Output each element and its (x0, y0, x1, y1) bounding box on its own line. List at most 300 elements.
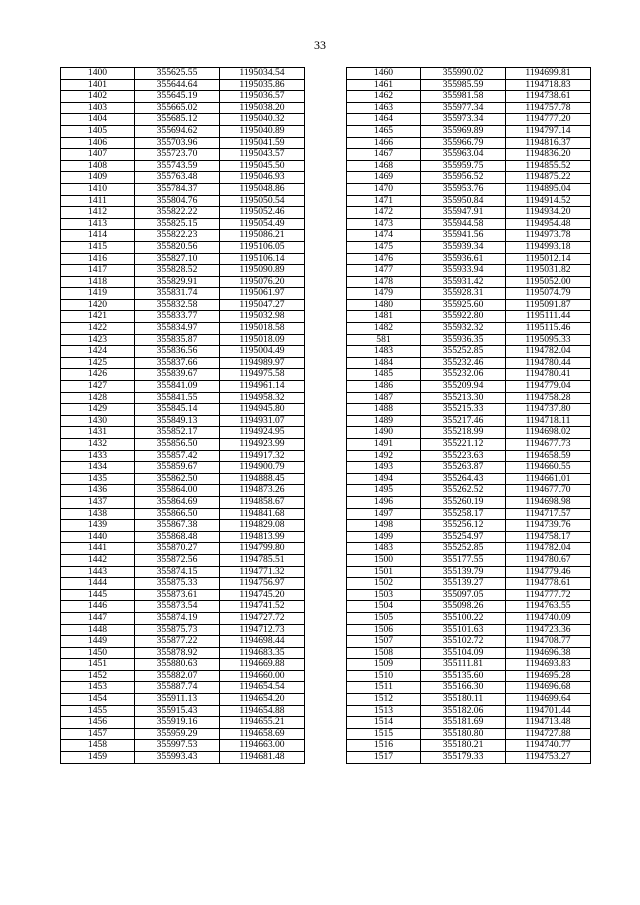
point-number-cell: 581 (347, 334, 421, 346)
x-coordinate-cell: 355870.27 (135, 543, 220, 555)
point-number-cell: 1444 (61, 578, 135, 590)
x-coordinate-cell: 355763.48 (135, 172, 220, 184)
table-row (61, 253, 305, 265)
point-number-cell: 1432 (61, 439, 135, 451)
x-coordinate-cell: 355856.50 (135, 439, 220, 451)
x-coordinate-cell: 355694.62 (135, 125, 220, 137)
x-coordinate-cell: 355221.12 (421, 439, 506, 451)
y-coordinate-cell: 1194900.79 (220, 462, 305, 474)
table-row (61, 496, 305, 508)
x-coordinate-cell: 355215.33 (421, 404, 506, 416)
x-coordinate-cell: 355263.87 (421, 462, 506, 474)
point-number-cell: 1453 (61, 682, 135, 694)
table-row (347, 183, 591, 195)
point-number-cell: 1463 (347, 102, 421, 114)
point-number-cell: 1436 (61, 485, 135, 497)
x-coordinate-cell: 355645.19 (135, 91, 220, 103)
table-row (61, 439, 305, 451)
point-number-cell: 1466 (347, 137, 421, 149)
y-coordinate-cell: 1194683.35 (220, 647, 305, 659)
x-coordinate-cell: 355820.56 (135, 241, 220, 253)
x-coordinate-cell: 355180.80 (421, 728, 506, 740)
y-coordinate-cell: 1194660.55 (506, 462, 591, 474)
table-row (61, 265, 305, 277)
point-number-cell: 1458 (61, 740, 135, 752)
y-coordinate-cell: 1195076.20 (220, 276, 305, 288)
x-coordinate-cell: 355232.46 (421, 357, 506, 369)
table-row (61, 531, 305, 543)
y-coordinate-cell: 1194655.21 (220, 717, 305, 729)
y-coordinate-cell: 1195038.20 (220, 102, 305, 114)
point-number-cell: 1457 (61, 728, 135, 740)
y-coordinate-cell: 1194782.04 (506, 346, 591, 358)
y-coordinate-cell: 1194701.44 (506, 705, 591, 717)
point-number-cell: 1449 (61, 636, 135, 648)
x-coordinate-cell: 355990.02 (421, 68, 506, 80)
table-row (347, 195, 591, 207)
y-coordinate-cell: 1195045.50 (220, 160, 305, 172)
y-coordinate-cell: 1194677.70 (506, 485, 591, 497)
y-coordinate-cell: 1195004.49 (220, 346, 305, 358)
x-coordinate-cell: 355703.96 (135, 137, 220, 149)
point-number-cell: 1411 (61, 195, 135, 207)
y-coordinate-cell: 1194695.28 (506, 670, 591, 682)
x-coordinate-cell: 355985.59 (421, 79, 506, 91)
table-row (347, 566, 591, 578)
y-coordinate-cell: 1194778.61 (506, 578, 591, 590)
table-row (347, 207, 591, 219)
table-row (61, 728, 305, 740)
x-coordinate-cell: 355849.13 (135, 415, 220, 427)
table-row (61, 462, 305, 474)
x-coordinate-cell: 355839.67 (135, 369, 220, 381)
table-row (61, 694, 305, 706)
table-row (61, 659, 305, 671)
x-coordinate-cell: 355177.55 (421, 554, 506, 566)
point-number-cell: 1482 (347, 323, 421, 335)
table-row (61, 427, 305, 439)
point-number-cell: 1497 (347, 508, 421, 520)
table-row (347, 323, 591, 335)
table-row (347, 288, 591, 300)
x-coordinate-cell: 355831.74 (135, 288, 220, 300)
point-number-cell: 1511 (347, 682, 421, 694)
x-coordinate-cell: 355223.63 (421, 450, 506, 462)
y-coordinate-cell: 1194696.68 (506, 682, 591, 694)
point-number-cell: 1469 (347, 172, 421, 184)
table-row (61, 357, 305, 369)
x-coordinate-cell: 355179.33 (421, 752, 506, 764)
x-coordinate-cell: 355625.55 (135, 68, 220, 80)
table-row (347, 253, 591, 265)
y-coordinate-cell: 1194917.32 (220, 450, 305, 462)
x-coordinate-cell: 355260.19 (421, 496, 506, 508)
y-coordinate-cell: 1195111.44 (506, 311, 591, 323)
x-coordinate-cell: 355866.50 (135, 508, 220, 520)
point-number-cell: 1417 (61, 265, 135, 277)
y-coordinate-cell: 1195086.21 (220, 230, 305, 242)
point-number-cell: 1500 (347, 554, 421, 566)
y-coordinate-cell: 1194713.48 (506, 717, 591, 729)
x-coordinate-cell: 355959.75 (421, 160, 506, 172)
table-row (61, 543, 305, 555)
table-row (61, 125, 305, 137)
y-coordinate-cell: 1194914.52 (506, 195, 591, 207)
x-coordinate-cell: 355947.91 (421, 207, 506, 219)
table-row (61, 612, 305, 624)
x-coordinate-cell: 355919.16 (135, 717, 220, 729)
table-row (61, 566, 305, 578)
x-coordinate-cell: 355252.85 (421, 543, 506, 555)
point-number-cell: 1420 (61, 299, 135, 311)
table-row (347, 114, 591, 126)
point-number-cell: 1451 (61, 659, 135, 671)
y-coordinate-cell: 1194757.78 (506, 102, 591, 114)
y-coordinate-cell: 1194855.52 (506, 160, 591, 172)
x-coordinate-cell: 355828.52 (135, 265, 220, 277)
y-coordinate-cell: 1194698.44 (220, 636, 305, 648)
y-coordinate-cell: 1195052.46 (220, 207, 305, 219)
point-number-cell: 1422 (61, 323, 135, 335)
y-coordinate-cell: 1194813.99 (220, 531, 305, 543)
point-number-cell: 1509 (347, 659, 421, 671)
x-coordinate-cell: 355953.76 (421, 183, 506, 195)
point-number-cell: 1406 (61, 137, 135, 149)
x-coordinate-cell: 355911.13 (135, 694, 220, 706)
x-coordinate-cell: 355941.56 (421, 230, 506, 242)
table-row (61, 346, 305, 358)
table-row (347, 381, 591, 393)
y-coordinate-cell: 1195018.09 (220, 334, 305, 346)
point-number-cell: 1429 (61, 404, 135, 416)
point-number-cell: 1512 (347, 694, 421, 706)
x-coordinate-cell: 355256.12 (421, 520, 506, 532)
x-coordinate-cell: 355097.05 (421, 589, 506, 601)
table-row (61, 485, 305, 497)
point-number-cell: 1446 (61, 601, 135, 613)
x-coordinate-cell: 355956.52 (421, 172, 506, 184)
table-row (347, 624, 591, 636)
point-number-cell: 1409 (61, 172, 135, 184)
table-row (61, 91, 305, 103)
point-number-cell: 1439 (61, 520, 135, 532)
table-row (61, 183, 305, 195)
y-coordinate-cell: 1194763.55 (506, 601, 591, 613)
x-coordinate-cell: 355232.06 (421, 369, 506, 381)
y-coordinate-cell: 1194658.69 (220, 728, 305, 740)
y-coordinate-cell: 1194654.54 (220, 682, 305, 694)
y-coordinate-cell: 1194758.17 (506, 531, 591, 543)
x-coordinate-cell: 355262.52 (421, 485, 506, 497)
point-number-cell: 1450 (61, 647, 135, 659)
y-coordinate-cell: 1194858.67 (220, 496, 305, 508)
y-coordinate-cell: 1194873.26 (220, 485, 305, 497)
table-row (347, 612, 591, 624)
coordinates-table-right (346, 67, 591, 764)
point-number-cell: 1507 (347, 636, 421, 648)
table-row (61, 207, 305, 219)
table-row (61, 404, 305, 416)
y-coordinate-cell: 1194785.51 (220, 554, 305, 566)
point-number-cell: 1490 (347, 427, 421, 439)
point-number-cell: 1402 (61, 91, 135, 103)
x-coordinate-cell: 355166.30 (421, 682, 506, 694)
table-row (61, 717, 305, 729)
x-coordinate-cell: 355217.46 (421, 415, 506, 427)
y-coordinate-cell: 1194780.44 (506, 357, 591, 369)
point-number-cell: 1441 (61, 543, 135, 555)
y-coordinate-cell: 1195091.87 (506, 299, 591, 311)
x-coordinate-cell: 355936.35 (421, 334, 506, 346)
x-coordinate-cell: 355973.34 (421, 114, 506, 126)
point-number-cell: 1408 (61, 160, 135, 172)
point-number-cell: 1460 (347, 68, 421, 80)
y-coordinate-cell: 1194699.81 (506, 68, 591, 80)
table-row (347, 346, 591, 358)
x-coordinate-cell: 355875.33 (135, 578, 220, 590)
point-number-cell: 1487 (347, 392, 421, 404)
table-row (61, 473, 305, 485)
table-row (347, 450, 591, 462)
x-coordinate-cell: 355925.60 (421, 299, 506, 311)
x-coordinate-cell: 355139.79 (421, 566, 506, 578)
y-coordinate-cell: 1194654.88 (220, 705, 305, 717)
point-number-cell: 1495 (347, 485, 421, 497)
x-coordinate-cell: 355875.73 (135, 624, 220, 636)
y-coordinate-cell: 1194740.09 (506, 612, 591, 624)
table-row (347, 357, 591, 369)
table-row (347, 659, 591, 671)
y-coordinate-cell: 1194799.80 (220, 543, 305, 555)
table-row (347, 404, 591, 416)
x-coordinate-cell: 355723.70 (135, 149, 220, 161)
x-coordinate-cell: 355997.53 (135, 740, 220, 752)
point-number-cell: 1424 (61, 346, 135, 358)
y-coordinate-cell: 1194723.36 (506, 624, 591, 636)
point-number-cell: 1484 (347, 357, 421, 369)
table-row (347, 149, 591, 161)
x-coordinate-cell: 355922.80 (421, 311, 506, 323)
table-row (347, 299, 591, 311)
x-coordinate-cell: 355873.61 (135, 589, 220, 601)
table-row (347, 102, 591, 114)
y-coordinate-cell: 1195074.79 (506, 288, 591, 300)
table-row (347, 554, 591, 566)
point-number-cell: 1486 (347, 381, 421, 393)
table-row (61, 172, 305, 184)
point-number-cell: 1442 (61, 554, 135, 566)
x-coordinate-cell: 355784.37 (135, 183, 220, 195)
table-row (61, 241, 305, 253)
x-coordinate-cell: 355864.00 (135, 485, 220, 497)
y-coordinate-cell: 1195012.14 (506, 253, 591, 265)
x-coordinate-cell: 355181.69 (421, 717, 506, 729)
x-coordinate-cell: 355872.56 (135, 554, 220, 566)
point-number-cell: 1517 (347, 752, 421, 764)
x-coordinate-cell: 355258.17 (421, 508, 506, 520)
table-row (347, 439, 591, 451)
x-coordinate-cell: 355644.64 (135, 79, 220, 91)
table-row (347, 79, 591, 91)
point-number-cell: 1515 (347, 728, 421, 740)
y-coordinate-cell: 1195035.86 (220, 79, 305, 91)
point-number-cell: 1489 (347, 415, 421, 427)
y-coordinate-cell: 1195095.33 (506, 334, 591, 346)
x-coordinate-cell: 355977.34 (421, 102, 506, 114)
point-number-cell: 1496 (347, 496, 421, 508)
table-row (347, 717, 591, 729)
x-coordinate-cell: 355969.89 (421, 125, 506, 137)
y-coordinate-cell: 1194961.14 (220, 381, 305, 393)
point-number-cell: 1448 (61, 624, 135, 636)
y-coordinate-cell: 1194989.97 (220, 357, 305, 369)
x-coordinate-cell: 355836.56 (135, 346, 220, 358)
table-row (347, 311, 591, 323)
y-coordinate-cell: 1194993.18 (506, 241, 591, 253)
x-coordinate-cell: 355868.48 (135, 531, 220, 543)
x-coordinate-cell: 355993.43 (135, 752, 220, 764)
y-coordinate-cell: 1194797.14 (506, 125, 591, 137)
y-coordinate-cell: 1194816.37 (506, 137, 591, 149)
x-coordinate-cell: 355944.58 (421, 218, 506, 230)
y-coordinate-cell: 1195046.93 (220, 172, 305, 184)
y-coordinate-cell: 1195043.57 (220, 149, 305, 161)
table-row (61, 601, 305, 613)
y-coordinate-cell: 1194693.83 (506, 659, 591, 671)
y-coordinate-cell: 1195106.14 (220, 253, 305, 265)
table-row (347, 670, 591, 682)
x-coordinate-cell: 355100.22 (421, 612, 506, 624)
x-coordinate-cell: 355915.43 (135, 705, 220, 717)
point-number-cell: 1440 (61, 531, 135, 543)
y-coordinate-cell: 1195054.49 (220, 218, 305, 230)
table-row (61, 450, 305, 462)
y-coordinate-cell: 1194779.46 (506, 566, 591, 578)
x-coordinate-cell: 355837.66 (135, 357, 220, 369)
table-row (347, 636, 591, 648)
x-coordinate-cell: 355804.76 (135, 195, 220, 207)
x-coordinate-cell: 355857.42 (135, 450, 220, 462)
table-row (61, 276, 305, 288)
x-coordinate-cell: 355104.09 (421, 647, 506, 659)
table-row (347, 601, 591, 613)
point-number-cell: 1501 (347, 566, 421, 578)
y-coordinate-cell: 1194895.04 (506, 183, 591, 195)
y-coordinate-cell: 1195048.86 (220, 183, 305, 195)
table-row (347, 740, 591, 752)
y-coordinate-cell: 1194737.80 (506, 404, 591, 416)
point-number-cell: 1437 (61, 496, 135, 508)
table-row (61, 299, 305, 311)
point-number-cell: 1465 (347, 125, 421, 137)
point-number-cell: 1443 (61, 566, 135, 578)
table-row (61, 323, 305, 335)
y-coordinate-cell: 1194718.83 (506, 79, 591, 91)
point-number-cell: 1428 (61, 392, 135, 404)
table-row (61, 508, 305, 520)
y-coordinate-cell: 1195032.98 (220, 311, 305, 323)
y-coordinate-cell: 1194663.00 (220, 740, 305, 752)
y-coordinate-cell: 1194779.04 (506, 381, 591, 393)
y-coordinate-cell: 1194654.20 (220, 694, 305, 706)
y-coordinate-cell: 1194780.41 (506, 369, 591, 381)
table-row (347, 265, 591, 277)
y-coordinate-cell: 1194975.58 (220, 369, 305, 381)
y-coordinate-cell: 1194708.77 (506, 636, 591, 648)
x-coordinate-cell: 355825.15 (135, 218, 220, 230)
y-coordinate-cell: 1194717.57 (506, 508, 591, 520)
point-number-cell: 1435 (61, 473, 135, 485)
x-coordinate-cell: 355882.07 (135, 670, 220, 682)
table-row (61, 705, 305, 717)
point-number-cell: 1401 (61, 79, 135, 91)
point-number-cell: 1493 (347, 462, 421, 474)
x-coordinate-cell: 355867.38 (135, 520, 220, 532)
point-number-cell: 1433 (61, 450, 135, 462)
x-coordinate-cell: 355743.59 (135, 160, 220, 172)
table-row (347, 137, 591, 149)
y-coordinate-cell: 1194753.27 (506, 752, 591, 764)
table-row (61, 288, 305, 300)
x-coordinate-cell: 355254.97 (421, 531, 506, 543)
point-number-cell: 1405 (61, 125, 135, 137)
point-number-cell: 1416 (61, 253, 135, 265)
point-number-cell: 1400 (61, 68, 135, 80)
y-coordinate-cell: 1194718.11 (506, 415, 591, 427)
point-number-cell: 1423 (61, 334, 135, 346)
point-number-cell: 1499 (347, 531, 421, 543)
point-number-cell: 1430 (61, 415, 135, 427)
table-row (61, 589, 305, 601)
point-number-cell: 1492 (347, 450, 421, 462)
table-row (61, 752, 305, 764)
y-coordinate-cell: 1194771.32 (220, 566, 305, 578)
point-number-cell: 1418 (61, 276, 135, 288)
table-row (347, 218, 591, 230)
point-number-cell: 1472 (347, 207, 421, 219)
y-coordinate-cell: 1194777.72 (506, 589, 591, 601)
y-coordinate-cell: 1194727.72 (220, 612, 305, 624)
table-row (61, 624, 305, 636)
y-coordinate-cell: 1194660.00 (220, 670, 305, 682)
table-row (61, 102, 305, 114)
y-coordinate-cell: 1194741.52 (220, 601, 305, 613)
x-coordinate-cell: 355966.79 (421, 137, 506, 149)
y-coordinate-cell: 1194756.97 (220, 578, 305, 590)
point-number-cell: 1421 (61, 311, 135, 323)
x-coordinate-cell: 355862.50 (135, 473, 220, 485)
y-coordinate-cell: 1194945.80 (220, 404, 305, 416)
coordinates-table-left (60, 67, 305, 764)
table-row (347, 172, 591, 184)
point-number-cell: 1478 (347, 276, 421, 288)
point-number-cell: 1503 (347, 589, 421, 601)
y-coordinate-cell: 1195115.46 (506, 323, 591, 335)
table-row (61, 114, 305, 126)
table-row (61, 670, 305, 682)
y-coordinate-cell: 1195040.89 (220, 125, 305, 137)
point-number-cell: 1488 (347, 404, 421, 416)
y-coordinate-cell: 1194973.78 (506, 230, 591, 242)
point-number-cell: 1504 (347, 601, 421, 613)
y-coordinate-cell: 1195034.54 (220, 68, 305, 80)
point-number-cell: 1462 (347, 91, 421, 103)
table-row (61, 137, 305, 149)
point-number-cell: 1514 (347, 717, 421, 729)
table-row (347, 125, 591, 137)
point-number-cell: 1455 (61, 705, 135, 717)
x-coordinate-cell: 355932.32 (421, 323, 506, 335)
